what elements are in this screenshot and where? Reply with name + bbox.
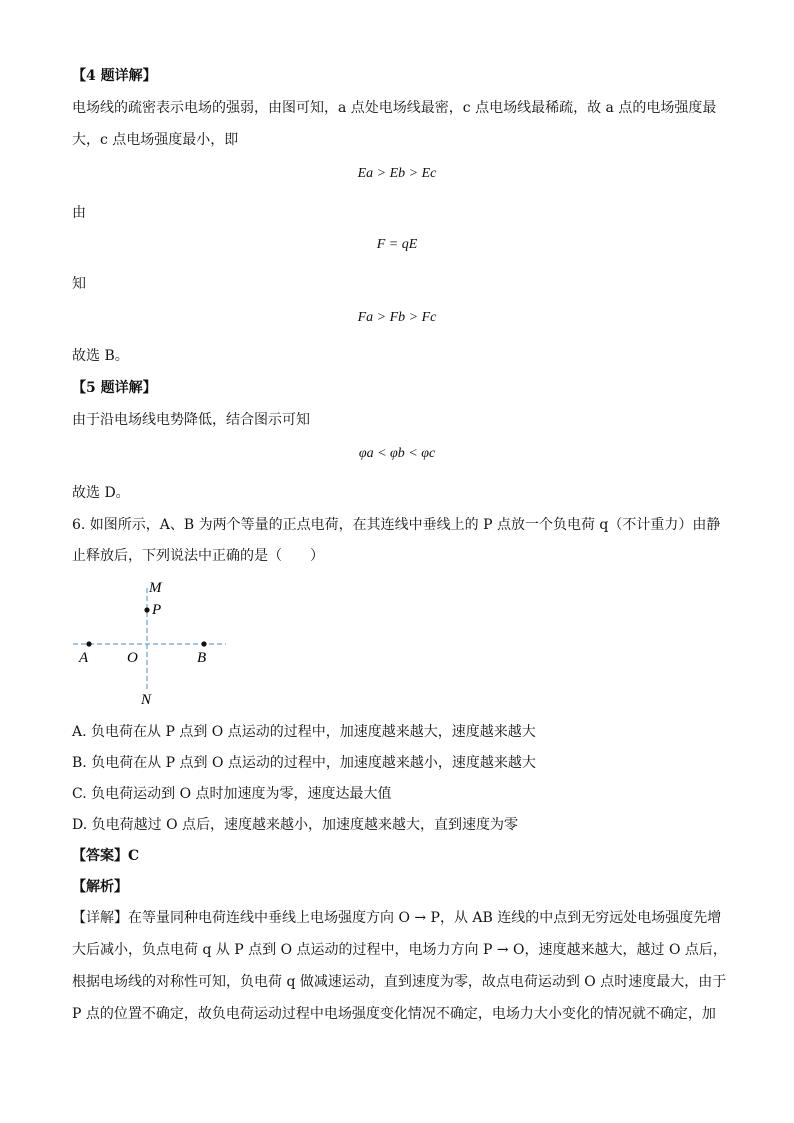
q6-answer: 【答案】C xyxy=(72,848,140,864)
q4-text-zhi: 知 xyxy=(72,276,86,292)
point-p-dot xyxy=(144,607,149,612)
q6-option-d: D. 负电荷越过 O 点后，速度越来越小，加速度越来越大，直到速度为零 xyxy=(72,817,519,833)
q6-analysis-header: 【解析】 xyxy=(72,879,128,895)
q4-equation-field-strength: Ea > Eb > Ec xyxy=(357,166,437,181)
q5-detail-header: 【5 题详解】 xyxy=(72,380,157,396)
charge-diagram xyxy=(70,576,240,710)
q6-option-c: C. 负电荷运动到 O 点时加速度为零，速度达最大值 xyxy=(72,786,392,802)
q6-stem-line-2: 止释放后，下列说法中正确的是（ ） xyxy=(72,548,324,564)
q4-choice: 故选 B。 xyxy=(72,348,129,364)
q4-text-line-1: 电场线的疏密表示电场的强弱，由图可知，a 点处电场线最密，c 点电场线最稀疏，故 a 点的电场强度最 xyxy=(72,100,717,116)
label-n: N xyxy=(141,692,152,708)
charge-a-dot xyxy=(86,641,91,646)
q4-text-line-2: 大，c 点电场强度最小，即 xyxy=(72,132,239,148)
q6-detail-line-3: 根据电场线的对称性可知，负电荷 q 做减速运动，直到速度为零，故点电荷运动到 O 点时速度最大，由于 xyxy=(72,974,727,990)
q4-equation-force-order: Fa > Fb > Fc xyxy=(357,310,437,325)
q5-choice: 故选 D。 xyxy=(72,485,130,501)
q5-text-line-1: 由于沿电场线电势降低，结合图示可知 xyxy=(72,412,310,428)
q6-detail-line-2: 大后减小，负点电荷 q 从 P 点到 O 点运动的过程中，电场力方向 P → O，速度越来越大，越过 O 点后， xyxy=(72,942,727,958)
q6-option-a: A. 负电荷在从 P 点到 O 点运动的过程中，加速度越来越大，速度越来越大 xyxy=(72,724,536,740)
q5-equation-potential: φa < φb < φc xyxy=(358,446,436,461)
q6-detail-line-4: P 点的位置不确定，故负电荷运动过程中电场强度变化情况不确定，电场力大小变化的情况就不确定，加 xyxy=(72,1006,716,1022)
q6-option-b: B. 负电荷在从 P 点到 O 点运动的过程中，加速度越来越小，速度越来越大 xyxy=(72,755,536,771)
label-p: P xyxy=(152,602,162,618)
charge-b-dot xyxy=(201,641,206,646)
label-m: M xyxy=(149,580,162,596)
label-o: O xyxy=(127,650,138,666)
label-a: A xyxy=(79,650,89,666)
q4-detail-header: 【4 题详解】 xyxy=(72,68,157,84)
q6-stem-line-1: 6. 如图所示，A、B 为两个等量的正点电荷，在其连线中垂线上的 P 点放一个负电荷 q（不计重力）由静 xyxy=(72,517,721,533)
label-b: B xyxy=(197,650,207,666)
q4-equation-force: F = qE xyxy=(376,237,418,252)
q4-text-you: 由 xyxy=(72,205,86,221)
q6-detail-line-1: 【详解】在等量同种电荷连线中垂线上电场强度方向 O → P，从 AB 连线的中点到无穷远处电场强度先增 xyxy=(72,910,722,926)
